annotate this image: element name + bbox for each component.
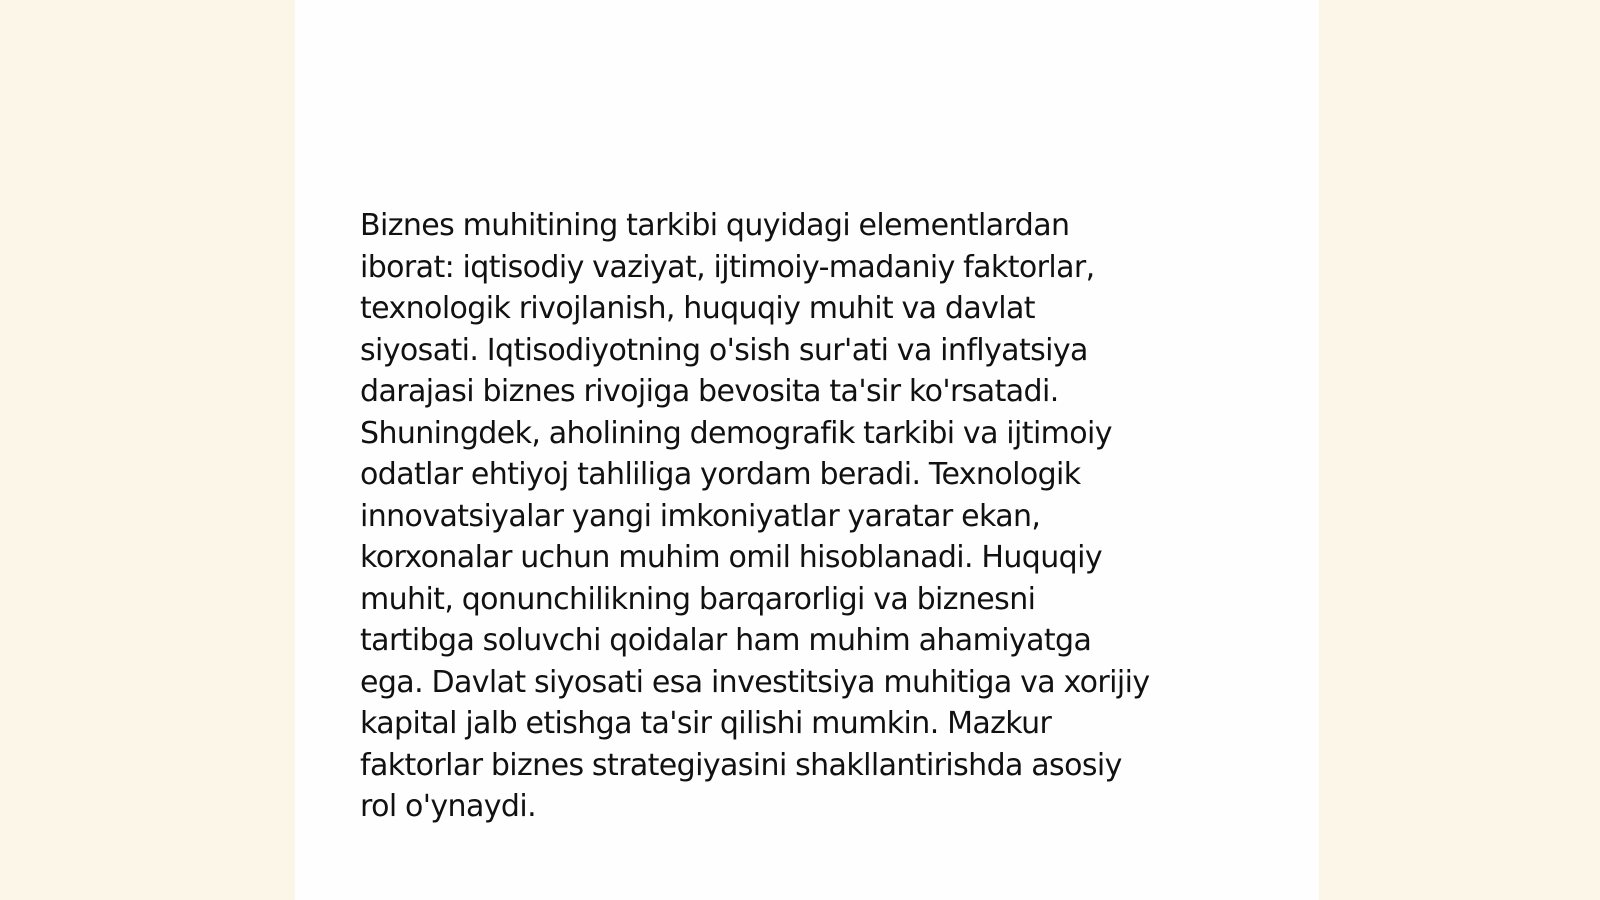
text-line: faktorlar biznes strategiyasini shakllantirishda asosiy <box>360 747 1122 783</box>
text-line: kapital jalb etishga ta'sir qilishi mumkin. Mazkur <box>360 706 1052 741</box>
body-paragraph <box>360 205 1260 828</box>
text-line: muhit, qonunchilikning barqarorligi va biznesni <box>360 581 1036 617</box>
document-page <box>295 0 1319 900</box>
text-line: Biznes muhitining tarkibi quyidagi elementlardan <box>360 208 1070 243</box>
text-line: innovatsiyalar yangi imkoniyatlar yaratar ekan, <box>360 498 1041 534</box>
text-line: iborat: iqtisodiy vaziyat, ijtimoiy-madaniy faktorlar, <box>360 249 1095 285</box>
text-line: odatlar ehtiyoj tahliliga yordam beradi. Texnologik <box>360 457 1081 492</box>
text-line: korxonalar uchun muhim omil hisoblanadi. Huquqiy <box>360 540 1102 575</box>
text-line: darajasi biznes rivojiga bevosita ta'sir ko'rsatadi. <box>360 374 1059 409</box>
text-line: rol o'ynaydi. <box>360 789 537 824</box>
text-line: siyosati. Iqtisodiyotning o'sish sur'ati va inflyatsiya <box>360 332 1088 368</box>
text-line: ega. Davlat siyosati esa investitsiya muhitiga va xorijiy <box>360 664 1150 700</box>
text-line: tartibga soluvchi qoidalar ham muhim ahamiyatga <box>360 623 1092 658</box>
text-line: Shuningdek, aholining demografik tarkibi va ijtimoiy <box>360 415 1112 451</box>
text-line: texnologik rivojlanish, huquqiy muhit va davlat <box>360 291 1035 326</box>
